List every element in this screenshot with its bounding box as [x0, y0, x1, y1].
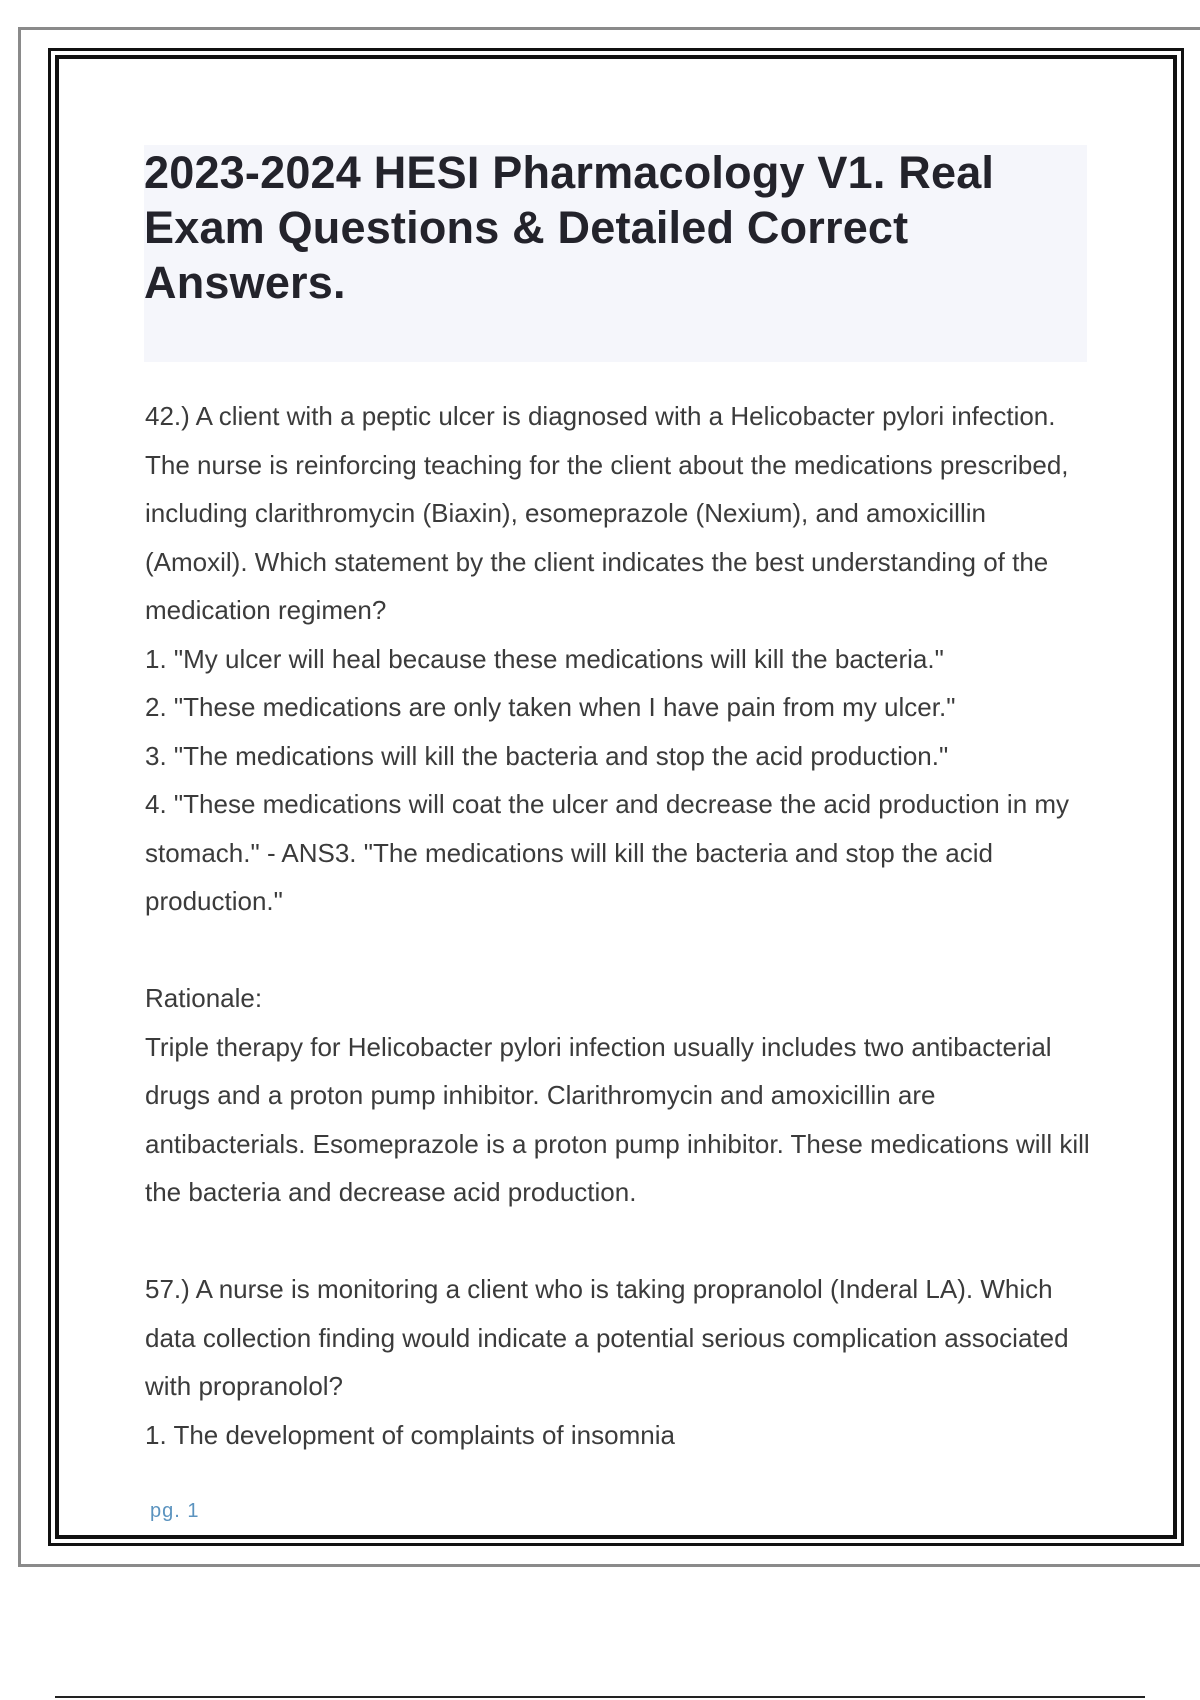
question-42-option-3: 3. "The medications will kill the bacteria and stop the acid production.": [145, 740, 949, 771]
question-42-option-4-answer: 4. "These medications will coat the ulcer and decrease the acid production in my stomach." - ANS3. "The medications will kill the bacteria and stop the acid production.": [145, 789, 1070, 916]
page-content: [145, 145, 1090, 1459]
rationale-text: Triple therapy for Helicobacter pylori infection usually includes two antibacterial drugs and a proton pump inhibitor. Clarithromycin and amoxicillin are antibacterials. Esomeprazole is a proton pump inhibitor. These medications will kill the bacteria and decrease acid production.: [145, 1031, 1090, 1207]
question-42-option-1: 1. "My ulcer will heal because these medications will kill the bacteria.": [145, 643, 944, 674]
question-57-option-1: 1. The development of complaints of insomnia: [145, 1419, 675, 1450]
title-block: [144, 145, 1087, 362]
page-number: pg. 1: [150, 1500, 200, 1522]
question-42-option-2: 2. "These medications are only taken when I have pain from my ulcer.": [145, 692, 956, 722]
next-page-top-rule: [55, 1696, 1145, 1698]
question-42-stem: 42.) A client with a peptic ulcer is diagnosed with a Helicobacter pylori infection. The nurse is reinforcing teaching for the client about the medications prescribed, including clarithromycin (Biaxin), esomeprazole (Nexium), and amoxicillin (Amoxil). Which statement by the client indicates the best understanding of the medication regimen?: [145, 401, 1069, 625]
spacer: [145, 926, 1090, 975]
question-57-stem: 57.) A nurse is monitoring a client who is taking propranolol (Inderal LA). Which data collection finding would indicate a potential serious complication associated with propranolol?: [145, 1274, 1069, 1401]
document-body: [145, 392, 1090, 1459]
rationale-label: Rationale:: [145, 983, 263, 1013]
document-title: 2023-2024 HESI Pharmacology V1. Real Exam Questions & Detailed Correct Answers.: [144, 147, 995, 308]
spacer: [145, 1217, 1090, 1266]
